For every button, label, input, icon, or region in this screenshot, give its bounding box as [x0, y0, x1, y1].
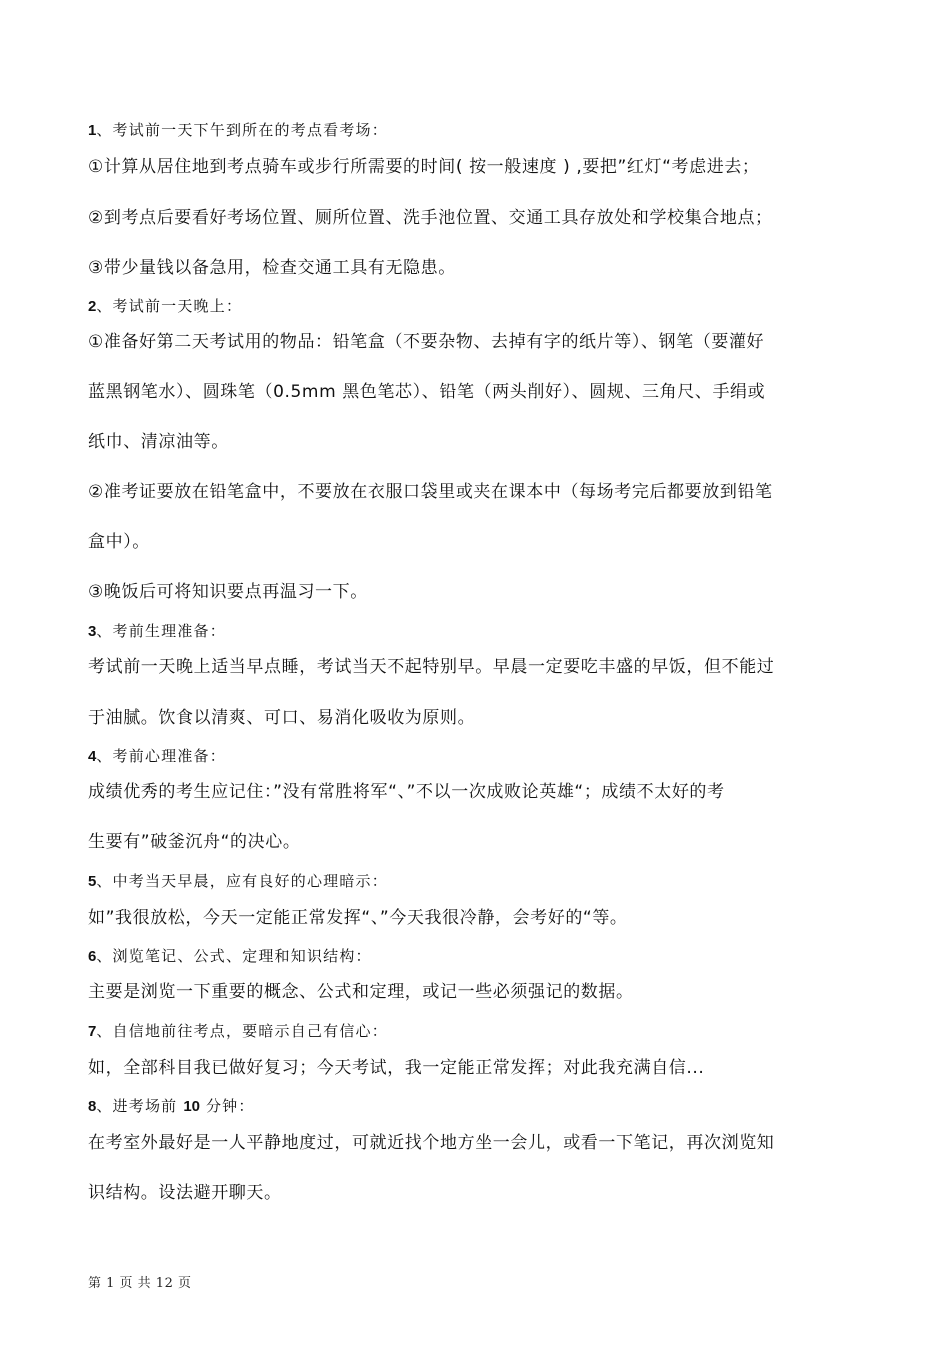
- section-4-line-2: 生要有”破釜沉舟“的决心。: [88, 832, 301, 852]
- section-4-heading: 4、考前心理准备：: [88, 747, 226, 765]
- section-2-line-6: ③晚饭后可将知识要点再温习一下。: [88, 582, 368, 602]
- section-5-heading: 5、中考当天早晨，应有良好的心理暗示：: [88, 872, 388, 890]
- section-8-line-2: 识结构。设法避开聊天。: [88, 1183, 282, 1203]
- section-3-line-2: 于油腻。饮食以清爽、可口、易消化吸收为原则。: [88, 708, 476, 728]
- section-8-heading: 8、进考场前 10 分钟：: [88, 1097, 255, 1115]
- section-2-line-2: 蓝黑钢笔水）、圆珠笔（0.5mm 黑色笔芯）、铅笔（两头削好）、圆规、三角尺、手绢或: [88, 382, 766, 402]
- section-1-line-1: ①计算从居住地到考点骑车或步行所需要的时间( 按一般速度 ) ,要把”红灯“考虑进去；: [88, 157, 760, 177]
- section-1-line-3: ③带少量钱以备急用，检查交通工具有无隐患。: [88, 258, 456, 278]
- section-7-line-1: 如，全部科目我已做好复习；今天考试，我一定能正常发挥；对此我充满自信...: [88, 1058, 705, 1078]
- section-2-line-5: 盒中）。: [88, 532, 150, 552]
- section-6-line-1: 主要是浏览一下重要的概念、公式和定理，或记一些必须强记的数据。: [88, 982, 634, 1002]
- section-3-heading: 3、考前生理准备：: [88, 622, 226, 640]
- section-5-line-1: 如”我很放松，今天一定能正常发挥“、”今天我很冷静，会考好的“等。: [88, 908, 628, 928]
- section-2-line-1: ①准备好第二天考试用的物品：铅笔盒（不要杂物、去掉有字的纸片等）、钢笔（要灌好: [88, 332, 765, 352]
- section-4-line-1: 成绩优秀的考生应记住：”没有常胜将军“、”不以一次成败论英雄“；成绩不太好的考: [88, 782, 725, 802]
- section-2-line-4: ②准考证要放在铅笔盒中，不要放在衣服口袋里或夹在课本中（每场考完后都要放到铅笔: [88, 482, 773, 502]
- section-3-line-1: 考试前一天晚上适当早点睡，考试当天不起特别早。早晨一定要吃丰盛的早饭，但不能过: [88, 657, 775, 677]
- section-2-line-3: 纸巾、清凉油等。: [88, 432, 229, 452]
- page-footer: 第 1 页 共 12 页: [88, 1276, 192, 1291]
- section-8-line-1: 在考室外最好是一人平静地度过，可就近找个地方坐一会儿，或看一下笔记，再次浏览知: [88, 1133, 775, 1153]
- section-1-line-2: ②到考点后要看好考场位置、厕所位置、洗手池位置、交通工具存放处和学校集合地点；: [88, 208, 773, 228]
- section-1-heading: 1、考试前一天下午到所在的考点看考场：: [88, 121, 388, 139]
- section-2-heading: 2、考试前一天晚上：: [88, 297, 243, 315]
- section-7-heading: 7、自信地前往考点，要暗示自己有信心：: [88, 1022, 388, 1040]
- section-6-heading: 6、浏览笔记、公式、定理和知识结构：: [88, 947, 372, 965]
